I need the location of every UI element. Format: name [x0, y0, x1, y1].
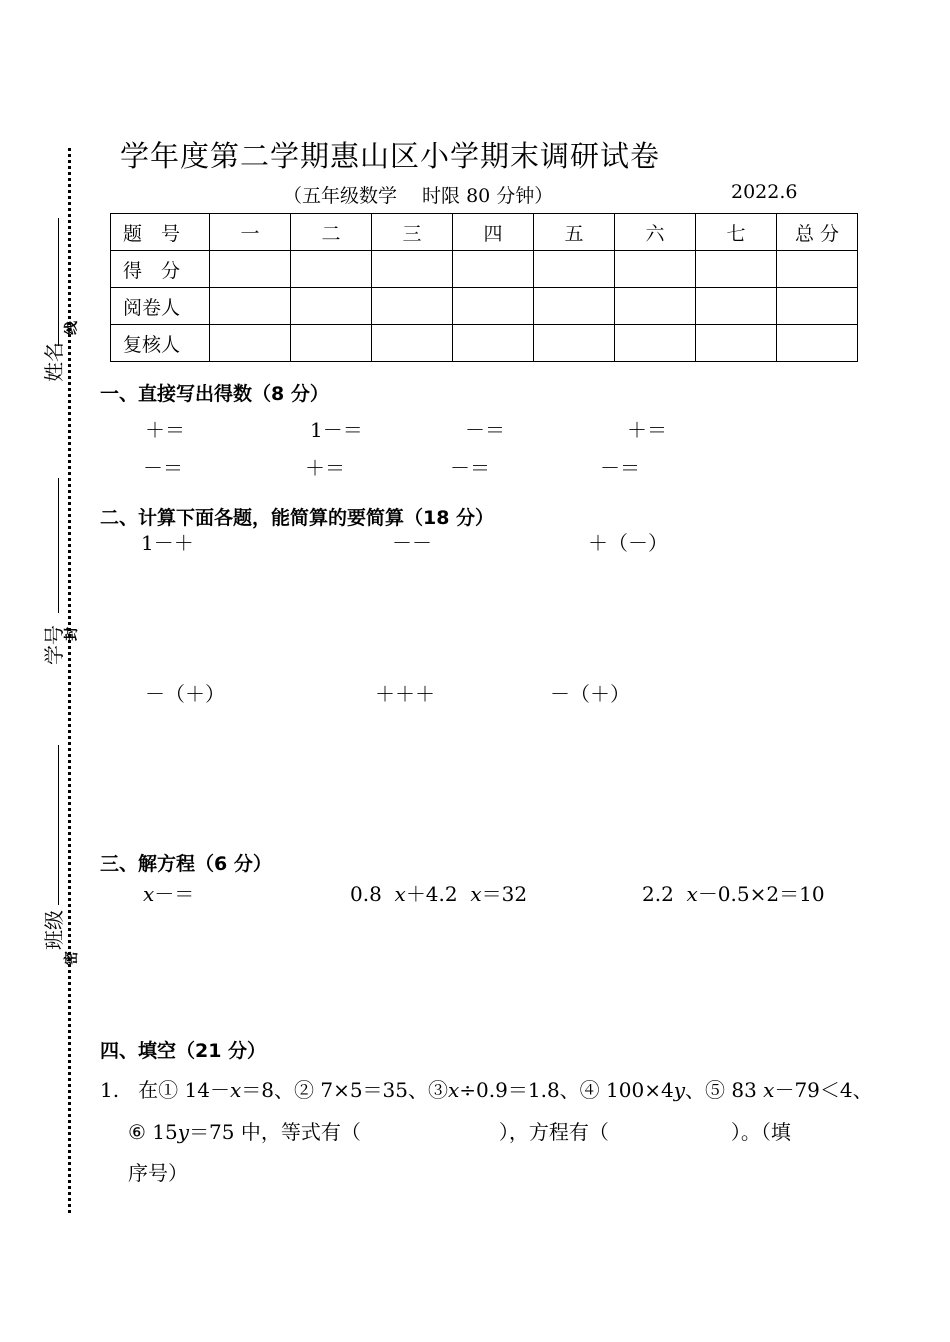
text-span: ＝75 中，等式有（ [189, 1120, 361, 1144]
s3-eq1-rest: －＝ [154, 882, 195, 906]
var-y: y [177, 1120, 190, 1144]
table-row-label: 得 分 [111, 251, 210, 288]
table-header-cell: 五 [534, 214, 615, 251]
score-cell[interactable] [615, 325, 696, 362]
table-row [111, 288, 858, 325]
table-header-cell: 总 分 [777, 214, 858, 251]
text-span: 在① 14－ [138, 1078, 230, 1102]
score-cell[interactable] [291, 251, 372, 288]
score-cell[interactable] [534, 325, 615, 362]
table-row-label: 复核人 [111, 325, 210, 362]
subtitle: （五年级数学 时限 80 分钟） [283, 185, 554, 207]
text-span: －79＜4、 [774, 1078, 873, 1102]
seal-mark: 封 [64, 627, 80, 641]
score-cell[interactable] [372, 251, 453, 288]
s1-q8: －＝ [600, 456, 640, 480]
s2-q3: ＋（－） [588, 531, 668, 555]
s3-eq2-b: ＋4.2 [405, 882, 458, 906]
score-cell[interactable] [534, 288, 615, 325]
line-mark: 线 [64, 321, 80, 335]
s1-q7: －＝ [450, 456, 490, 480]
table-row [111, 325, 858, 362]
s4-q1-line3: 序号） [128, 1161, 188, 1185]
var-x: x [143, 882, 155, 906]
text-span: ）。（填 [730, 1120, 791, 1144]
score-cell[interactable] [291, 325, 372, 362]
class-underline[interactable] [58, 745, 59, 905]
s2-q2: －－ [392, 531, 432, 555]
var-x: x [686, 882, 698, 906]
table-row [111, 251, 858, 288]
s4-q1-line2 [128, 1111, 791, 1153]
section-3-title: 三、解方程（6 分） [100, 853, 272, 875]
score-cell[interactable] [210, 251, 291, 288]
text-span: ＝8、② 7×5＝35、③ [241, 1078, 449, 1102]
var-x: x [448, 1078, 460, 1102]
table-header-cell: 七 [696, 214, 777, 251]
var-x: x [394, 882, 406, 906]
score-cell[interactable] [291, 288, 372, 325]
var-y: y [673, 1078, 685, 1102]
s3-eq3-a: 2.2 [642, 882, 674, 906]
binding-dotted-line [68, 148, 71, 1213]
score-cell[interactable] [696, 288, 777, 325]
student-id-underline[interactable] [58, 478, 59, 613]
student-id-label: 学号 [42, 625, 66, 665]
table-header-row [111, 214, 858, 251]
table-header-cell: 二 [291, 214, 372, 251]
var-x: x [763, 1078, 775, 1102]
score-cell[interactable] [210, 325, 291, 362]
s2-q5: ＋＋＋ [375, 682, 435, 706]
page-title: 学年度第二学期惠山区小学期末调研试卷 [120, 139, 661, 173]
section-4-title: 四、填空（21 分） [100, 1040, 267, 1062]
s1-q4: ＋＝ [627, 418, 667, 442]
s1-q5: －＝ [143, 456, 183, 480]
s2-q1: 1－＋ [141, 531, 194, 555]
score-cell[interactable] [777, 251, 858, 288]
score-cell[interactable] [453, 325, 534, 362]
text-span: ÷0.9＝1.8、④ 100×4 [459, 1078, 674, 1102]
s1-q1: ＋＝ [145, 418, 185, 442]
s1-q2: 1－＝ [310, 418, 363, 442]
s1-q6: ＋＝ [305, 456, 345, 480]
score-cell[interactable] [534, 251, 615, 288]
s3-eq2-c: ＝32 [481, 882, 528, 906]
s3-eq1 [143, 878, 194, 907]
table-header-cell: 题 号 [111, 214, 210, 251]
class-label: 班级 [42, 910, 66, 950]
table-header-cell: 四 [453, 214, 534, 251]
s4-q1-line1 [100, 1069, 873, 1111]
score-cell[interactable] [696, 325, 777, 362]
score-cell[interactable] [453, 288, 534, 325]
question-number: 1. [100, 1078, 120, 1102]
table-header-cell: 六 [615, 214, 696, 251]
score-cell[interactable] [696, 251, 777, 288]
s3-eq3 [642, 878, 825, 907]
score-cell[interactable] [777, 325, 858, 362]
table-row-label: 阅卷人 [111, 288, 210, 325]
s3-eq3-b: －0.5×2＝10 [697, 882, 825, 906]
text-span: ），方程有（ [498, 1120, 609, 1144]
score-cell[interactable] [615, 251, 696, 288]
table-header-cell: 三 [372, 214, 453, 251]
var-x: x [229, 1078, 242, 1102]
score-cell[interactable] [453, 251, 534, 288]
text-span: ⑥ 15 [128, 1120, 178, 1144]
score-cell[interactable] [372, 288, 453, 325]
table-header-cell: 一 [210, 214, 291, 251]
score-cell[interactable] [615, 288, 696, 325]
exam-date: 2022.6 [731, 181, 798, 203]
score-table [110, 213, 858, 362]
s2-q6: －（＋） [550, 682, 630, 706]
var-x: x [470, 882, 482, 906]
score-cell[interactable] [372, 325, 453, 362]
score-cell[interactable] [210, 288, 291, 325]
name-underline[interactable] [58, 218, 59, 346]
score-cell[interactable] [777, 288, 858, 325]
name-label: 姓名 [42, 342, 66, 382]
section-1-title: 一、直接写出得数（8 分） [100, 383, 329, 405]
s2-q4: －（＋） [145, 682, 225, 706]
section-2-title: 二、计算下面各题，能简算的要简算（18 分） [100, 507, 495, 529]
s1-q3: －＝ [465, 418, 505, 442]
secret-mark: 密 [64, 951, 80, 965]
s3-eq2 [350, 878, 527, 907]
text-span: 、⑤ 83 [685, 1078, 757, 1102]
s3-eq2-a: 0.8 [350, 882, 382, 906]
